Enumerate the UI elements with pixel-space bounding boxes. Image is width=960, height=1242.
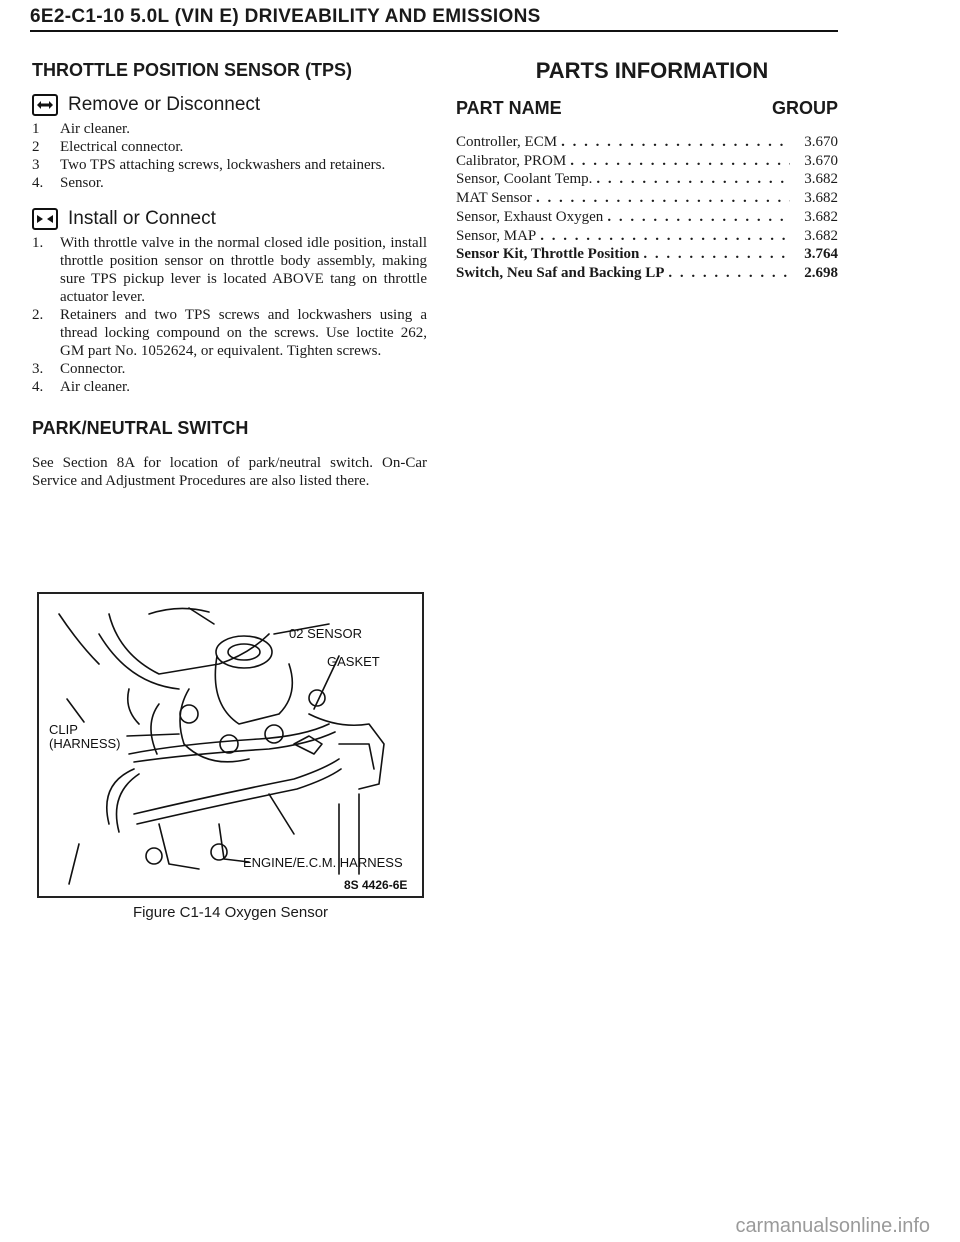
tps-section-title: THROTTLE POSITION SENSOR (TPS)	[32, 60, 353, 80]
install-steps	[32, 234, 427, 396]
clip-harness-label: (HARNESS)	[49, 736, 121, 751]
parts-table-header	[456, 98, 838, 119]
table-row: Controller, ECM . . . 3.670	[456, 133, 838, 152]
list-item: 1. With throttle valve in the normal closed idle position, install throttle position sensor on throttle body assembly, making sure TPS pickup lever is located ABOVE tang on throttle actuator lever.	[32, 235, 427, 305]
list-item: 4. Sensor.	[32, 175, 104, 191]
right-column	[456, 58, 838, 283]
table-row: MAT Sensor . . . 3.682	[456, 189, 838, 208]
install-arrows-icon	[32, 208, 58, 230]
list-item: 4. Air cleaner.	[32, 379, 130, 395]
table-row: Sensor, MAP . . . 3.682	[456, 227, 838, 246]
install-heading-label: Install or Connect	[68, 208, 216, 229]
table-row: Calibrator, PROM . . . 3.670	[456, 152, 838, 171]
list-item: 1 Air cleaner.	[32, 121, 130, 137]
clip-label: CLIP	[49, 722, 78, 737]
oxygen-sensor-figure	[37, 592, 424, 898]
park-neutral-title: PARK/NEUTRAL SWITCH	[32, 418, 249, 438]
gasket-label: GASKET	[327, 654, 380, 669]
figure-code: 8S 4426-6E	[344, 878, 408, 892]
group-header: GROUP	[771, 98, 838, 118]
table-row: Switch, Neu Saf and Backing LP . . . 2.698	[456, 264, 838, 283]
watermark: carmanualsonline.info	[735, 1215, 930, 1237]
install-heading	[32, 208, 427, 230]
list-item: 3 Two TPS attaching screws, lockwashers and retainers.	[32, 157, 386, 173]
remove-steps	[32, 120, 427, 192]
parts-info-title: PARTS INFORMATION	[535, 58, 769, 83]
remove-heading	[32, 94, 427, 116]
left-column	[32, 58, 427, 490]
table-row: Sensor Kit, Throttle Position . . . 3.764	[456, 245, 838, 264]
list-item: 2 Electrical connector.	[32, 139, 184, 155]
table-row: Sensor, Exhaust Oxygen . . . 3.682	[456, 208, 838, 227]
page-header: 6E2-C1-10 5.0L (VIN E) DRIVEABILITY AND EMISSIONS	[30, 6, 838, 32]
engine-harness-label: ENGINE/E.C.M. HARNESS	[243, 855, 403, 870]
parts-table	[456, 133, 838, 283]
list-item: 2. Retainers and two TPS screws and lockwashers using a thread locking compound on the screws. Use loctite 262, GM part No. 1052624, or equivalent. Tighten screws.	[32, 307, 427, 359]
figure-caption: Figure C1-14 Oxygen Sensor	[132, 904, 329, 921]
part-name-header: PART NAME	[456, 98, 562, 118]
park-neutral-text: See Section 8A for location of park/neutral switch. On-Car Service and Adjustment Procedures are also listed there.	[32, 455, 427, 489]
remove-heading-label: Remove or Disconnect	[68, 94, 261, 115]
table-row: Sensor, Coolant Temp. . . . 3.682	[456, 170, 838, 189]
list-item: 3. Connector.	[32, 361, 126, 377]
o2-sensor-label: 02 SENSOR	[289, 626, 362, 641]
oxygen-sensor-illustration	[39, 594, 422, 896]
remove-arrows-icon	[32, 94, 58, 116]
